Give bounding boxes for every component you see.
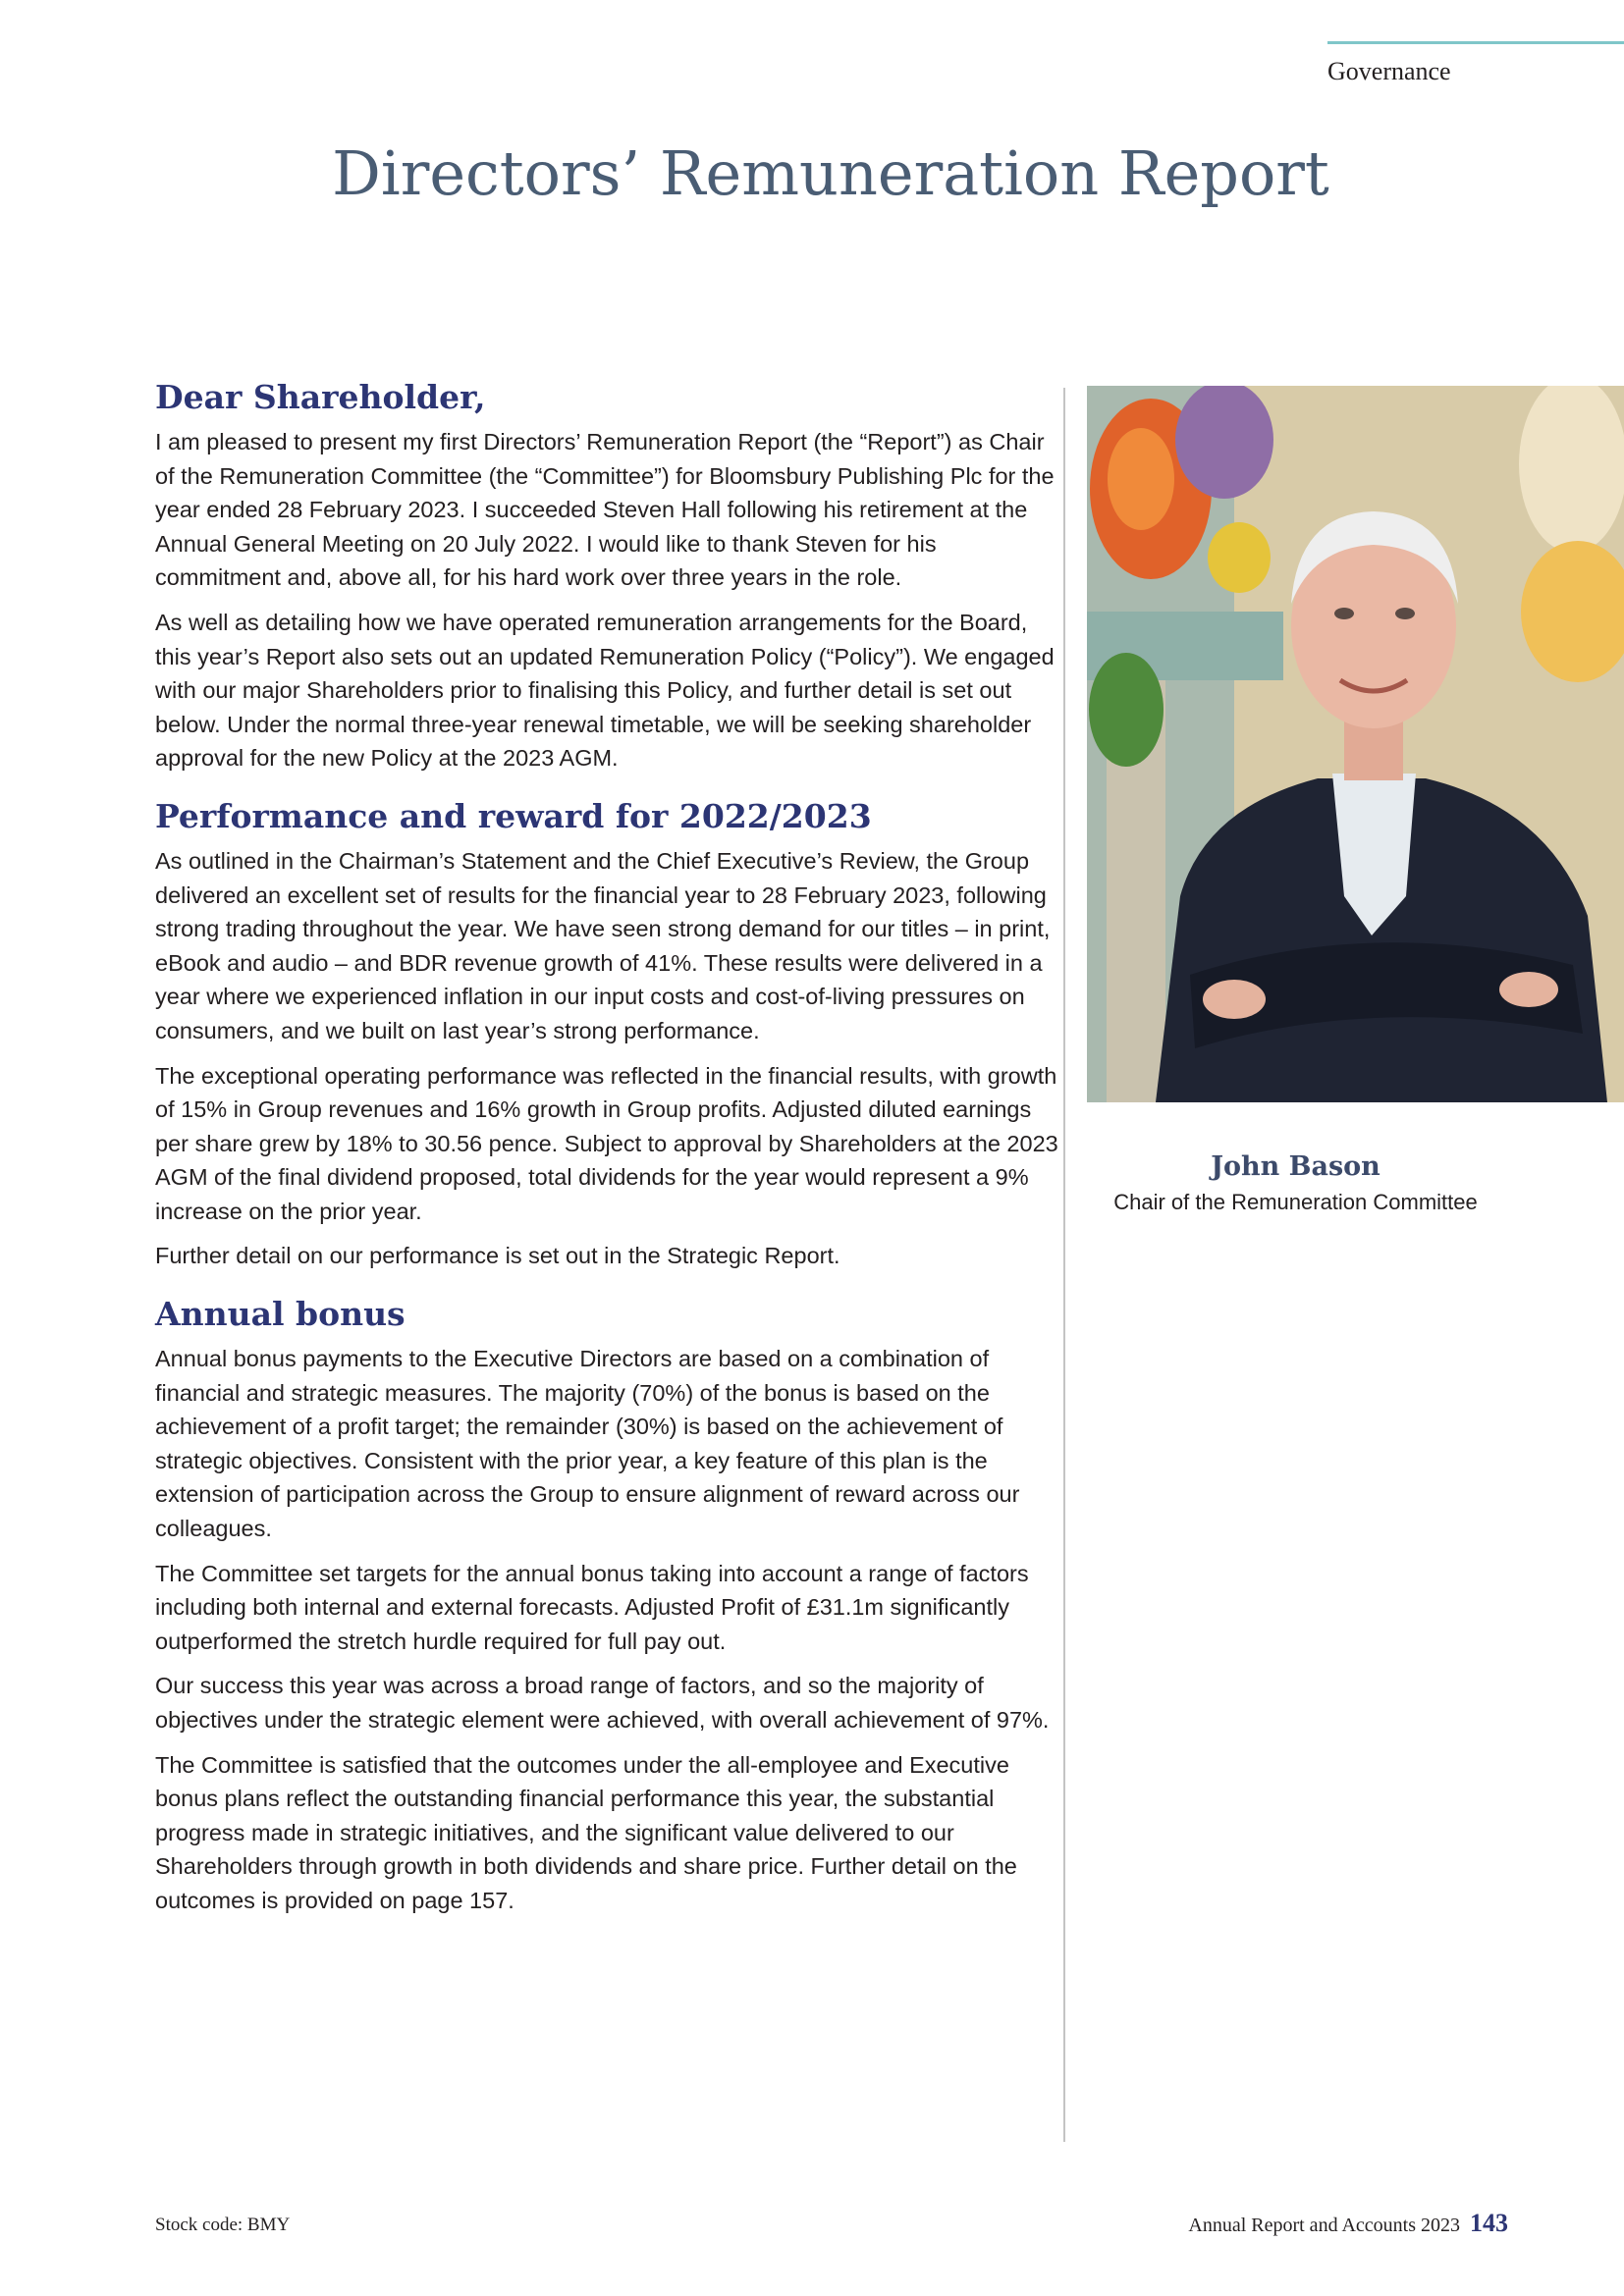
letter-body (155, 378, 1058, 1929)
paragraph: The Committee set targets for the annual bonus taking into account a range of factors including both internal and external forecasts. Adjusted Profit of £31.1m significantly outperformed the stretch hurdle required for full pay out. (155, 1560, 1029, 1654)
paragraph: The exceptional operating performance was reflected in the financial results, with growth of 15% in Group revenues and 16% growth in Group profits. Adjusted diluted earnings per share grew by 18% to 30.56 pence. Subject to approval by Shareholders at the 2023 AGM of the final dividend proposed, total dividends for the year would represent a 9% increase on the prior year. (155, 1062, 1058, 1224)
section-label: Governance (1327, 57, 1451, 85)
portrait-illustration (1087, 386, 1624, 1102)
page-title: Directors’ Remuneration Report (332, 137, 1329, 209)
page-number: 143 (1470, 2209, 1508, 2237)
paragraph: The Committee is satisfied that the outcomes under the all-employee and Executive bonus plans reflect the outstanding financial performance this year, the substantial progress made in strategic initiatives, and the significant value delivered to our Shareholders through growth in both dividends and share price. Further detail on the outcomes is provided on page 157. (155, 1751, 1017, 1913)
person-name: John Bason (1211, 1151, 1380, 1182)
portrait-photo (1087, 386, 1624, 1102)
paragraph: Annual bonus payments to the Executive Directors are based on a combination of financial and strategic measures. The majority (70%) of the bonus is based on the achievement of a profit target; the remainder (30%) is based on the achievement of strategic objectives. Consistent with the prior year, a key feature of this plan is the extension of participation across the Group to ensure alignment of reward across our colleagues. (155, 1346, 1020, 1542)
section-heading: Performance and reward for 2022/2023 (155, 796, 872, 835)
paragraph: Further detail on our performance is set out in the Strategic Report. (155, 1243, 840, 1269)
section-rule (1327, 41, 1624, 44)
stock-code: Stock code: BMY (155, 2215, 291, 2235)
person-role: Chair of the Remuneration Committee (1113, 1190, 1478, 1214)
paragraph: As well as detailing how we have operated remuneration arrangements for the Board, this year’s Report also sets out an updated Remuneration Policy (“Policy”). We engaged with our major Shareholders prior to finalising this Policy, and further detail is set out below. Under the normal three-year renewal timetable, we will be seeking shareholder approval for the new Policy at the 2023 AGM. (155, 609, 1055, 772)
section-heading: Annual bonus (155, 1295, 406, 1334)
paragraph: I am pleased to present my first Directors’ Remuneration Report (the “Report”) as Chair of the Remuneration Committee (the “Committee”) for Bloomsbury Publishing Plc for the year ended 28 February 2023. I succeeded Steven Hall following his retirement at the Annual General Meeting on 20 July 2022. I would like to thank Steven for his commitment and, above all, for his hard work over three years in the role. (155, 429, 1055, 591)
column-divider (1063, 388, 1065, 2142)
paragraph: Our success this year was across a broad range of factors, and so the majority of objectives under the strategic element were achieved, with overall achievement of 97%. (155, 1673, 1050, 1733)
report-title: Annual Report and Accounts 2023 (1188, 2215, 1460, 2236)
portrait-caption (1087, 1150, 1504, 1215)
paragraph: As outlined in the Chairman’s Statement and the Chief Executive’s Review, the Group delivered an excellent set of results for the financial year to 28 February 2023, following strong trading throughout the year. We have seen strong demand for our titles – in print, eBook and audio – and BDR revenue growth of 41%. These results were delivered in a year where we experienced inflation in our input costs and cost-of-living pressures on consumers, and we built on last year’s strong performance. (155, 847, 1051, 1043)
section-heading: Dear Shareholder, (155, 378, 486, 416)
footer-right (1188, 2209, 1508, 2238)
